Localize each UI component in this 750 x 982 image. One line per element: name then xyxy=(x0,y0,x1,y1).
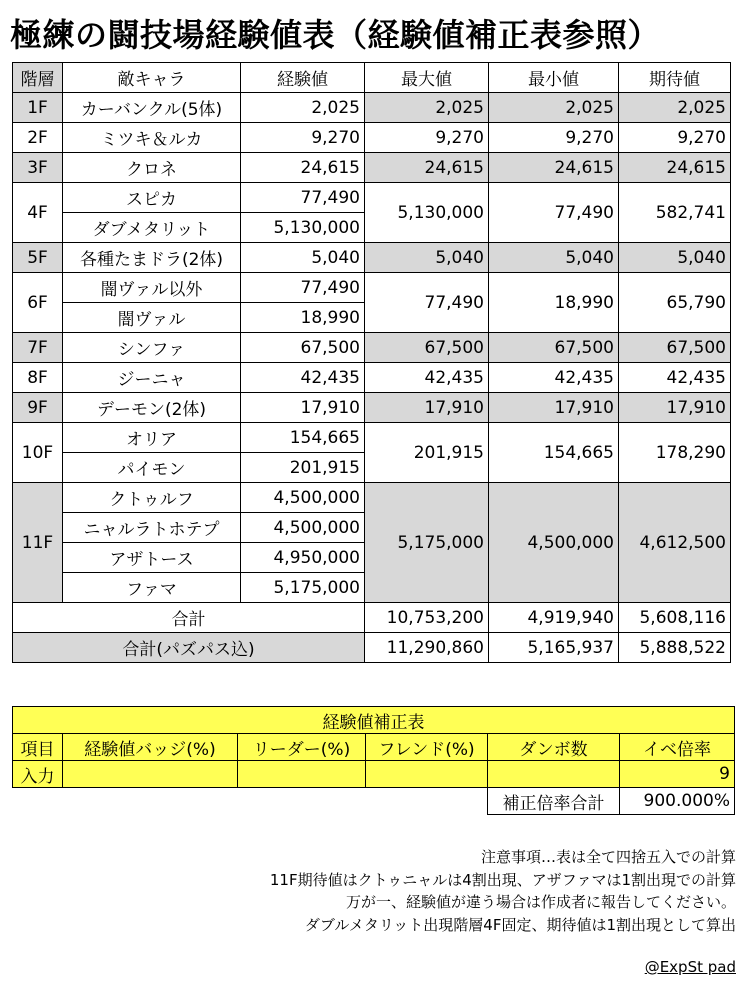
floor-cell: 3F xyxy=(13,153,63,183)
total-row xyxy=(13,633,731,663)
expected-cell: 2,025 xyxy=(619,93,731,123)
exp-table xyxy=(12,62,731,663)
exp-cell: 2,025 xyxy=(241,93,365,123)
table-row xyxy=(13,243,731,273)
floor-cell: 4F xyxy=(13,183,63,243)
table-row xyxy=(13,153,731,183)
max-cell: 5,040 xyxy=(365,243,489,273)
exp-cell: 5,175,000 xyxy=(241,573,365,603)
total-row xyxy=(13,603,731,633)
note-line: 万が一、経験値が違う場合は作成者に報告してください。 xyxy=(345,893,736,911)
min-cell: 18,990 xyxy=(489,273,619,333)
exp-cell: 5,130,000 xyxy=(241,213,365,243)
header-exp: 経験値 xyxy=(241,63,365,93)
floor-cell: 6F xyxy=(13,273,63,333)
enemy-name-cell: スピカ xyxy=(63,183,241,213)
corr-header-item: 項目 xyxy=(13,734,63,761)
exp-table-header xyxy=(13,63,731,93)
enemy-name-cell: アザトース xyxy=(63,543,241,573)
expected-cell: 42,435 xyxy=(619,363,731,393)
expected-cell: 4,612,500 xyxy=(619,483,731,603)
correction-total-value: 900.000% xyxy=(620,788,735,815)
max-cell: 5,175,000 xyxy=(365,483,489,603)
exp-cell: 17,910 xyxy=(241,393,365,423)
exp-cell: 77,490 xyxy=(241,273,365,303)
corr-header-event: イベ倍率 xyxy=(620,734,735,761)
min-cell: 17,910 xyxy=(489,393,619,423)
expected-cell: 9,270 xyxy=(619,123,731,153)
max-cell: 2,025 xyxy=(365,93,489,123)
header-floor: 階層 xyxy=(13,63,63,93)
exp-cell: 4,500,000 xyxy=(241,513,365,543)
max-cell: 9,270 xyxy=(365,123,489,153)
leader-input[interactable] xyxy=(238,761,366,788)
max-cell: 5,130,000 xyxy=(365,183,489,243)
enemy-name-cell: 闇ヴァル xyxy=(63,303,241,333)
correction-header-row xyxy=(13,734,735,761)
floor-cell: 1F xyxy=(13,93,63,123)
enemy-name-cell: デーモン(2体) xyxy=(63,393,241,423)
exp-cell: 5,040 xyxy=(241,243,365,273)
min-cell: 77,490 xyxy=(489,183,619,243)
note-line: 注意事項…表は全て四捨五入での計算 xyxy=(480,848,736,866)
total-label: 合計(パズパス込) xyxy=(13,633,365,663)
corr-input-label: 入力 xyxy=(13,761,63,788)
enemy-name-cell: ファマ xyxy=(63,573,241,603)
correction-table xyxy=(12,706,735,815)
floor-cell: 11F xyxy=(13,483,63,603)
exp-cell: 9,270 xyxy=(241,123,365,153)
exp-cell: 18,990 xyxy=(241,303,365,333)
event-rate-input[interactable]: 9 xyxy=(620,761,735,788)
correction-total-label: 補正倍率合計 xyxy=(488,788,620,815)
exp-cell: 201,915 xyxy=(241,453,365,483)
enemy-name-cell: ニャルラトホテプ xyxy=(63,513,241,543)
expected-cell: 65,790 xyxy=(619,273,731,333)
max-cell: 77,490 xyxy=(365,273,489,333)
min-cell: 4,500,000 xyxy=(489,483,619,603)
total-expected: 5,888,522 xyxy=(619,633,731,663)
expected-cell: 178,290 xyxy=(619,423,731,483)
badge-input[interactable] xyxy=(63,761,238,788)
table-row xyxy=(13,93,731,123)
enemy-name-cell: 各種たまドラ(2体) xyxy=(63,243,241,273)
exp-cell: 4,500,000 xyxy=(241,483,365,513)
floor-cell: 10F xyxy=(13,423,63,483)
correction-title: 経験値補正表 xyxy=(13,707,735,734)
total-min: 5,165,937 xyxy=(489,633,619,663)
total-max: 10,753,200 xyxy=(365,603,489,633)
max-cell: 67,500 xyxy=(365,333,489,363)
enemy-name-cell: クトゥルフ xyxy=(63,483,241,513)
exp-cell: 4,950,000 xyxy=(241,543,365,573)
enemy-name-cell: オリア xyxy=(63,423,241,453)
total-max: 11,290,860 xyxy=(365,633,489,663)
enemy-name-cell: ミツキ＆ルカ xyxy=(63,123,241,153)
enemy-name-cell: ジーニャ xyxy=(63,363,241,393)
author-credit[interactable]: @ExpSt pad xyxy=(644,958,736,976)
corr-header-friend: フレンド(%) xyxy=(366,734,488,761)
table-row xyxy=(13,333,731,363)
enemy-name-cell: ダブメタリット xyxy=(63,213,241,243)
header-max: 最大値 xyxy=(365,63,489,93)
floor-cell: 8F xyxy=(13,363,63,393)
expected-cell: 24,615 xyxy=(619,153,731,183)
expected-cell: 67,500 xyxy=(619,333,731,363)
exp-cell: 77,490 xyxy=(241,183,365,213)
header-enemy: 敵キャラ xyxy=(63,63,241,93)
corr-header-danbo: ダンボ数 xyxy=(488,734,620,761)
min-cell: 154,665 xyxy=(489,423,619,483)
note-line: ダブルメタリット出現階層4F固定、期待値は1割出現として算出 xyxy=(304,915,736,934)
enemy-name-cell: 闇ヴァル以外 xyxy=(63,273,241,303)
expected-cell: 582,741 xyxy=(619,183,731,243)
min-cell: 5,040 xyxy=(489,243,619,273)
min-cell: 2,025 xyxy=(489,93,619,123)
enemy-name-cell: カーバンクル(5体) xyxy=(63,93,241,123)
total-label: 合計 xyxy=(13,603,365,633)
min-cell: 42,435 xyxy=(489,363,619,393)
expected-cell: 17,910 xyxy=(619,393,731,423)
exp-cell: 154,665 xyxy=(241,423,365,453)
table-row xyxy=(13,273,731,303)
floor-cell: 2F xyxy=(13,123,63,153)
table-row xyxy=(13,483,731,513)
notes xyxy=(270,846,736,936)
header-expected: 期待値 xyxy=(619,63,731,93)
table-row xyxy=(13,123,731,153)
expected-cell: 5,040 xyxy=(619,243,731,273)
min-cell: 9,270 xyxy=(489,123,619,153)
table-row xyxy=(13,393,731,423)
note-line: 11F期待値はクトゥニャルは4割出現、アザファマは1割出現での計算 xyxy=(269,870,736,889)
floor-cell: 5F xyxy=(13,243,63,273)
max-cell: 42,435 xyxy=(365,363,489,393)
table-row xyxy=(13,363,731,393)
total-min: 4,919,940 xyxy=(489,603,619,633)
friend-input[interactable] xyxy=(366,761,488,788)
floor-cell: 7F xyxy=(13,333,63,363)
correction-input-row xyxy=(13,761,735,788)
exp-cell: 24,615 xyxy=(241,153,365,183)
exp-cell: 42,435 xyxy=(241,363,365,393)
table-row xyxy=(13,183,731,213)
header-min: 最小値 xyxy=(489,63,619,93)
enemy-name-cell: シンファ xyxy=(63,333,241,363)
min-cell: 24,615 xyxy=(489,153,619,183)
max-cell: 24,615 xyxy=(365,153,489,183)
enemy-name-cell: パイモン xyxy=(63,453,241,483)
max-cell: 17,910 xyxy=(365,393,489,423)
danbo-input[interactable] xyxy=(488,761,620,788)
floor-cell: 9F xyxy=(13,393,63,423)
min-cell: 67,500 xyxy=(489,333,619,363)
page-title: 極練の闘技場経験値表（経験値補正表参照） xyxy=(10,16,661,54)
corr-header-leader: リーダー(%) xyxy=(238,734,366,761)
enemy-name-cell: クロネ xyxy=(63,153,241,183)
table-row xyxy=(13,423,731,453)
corr-header-badge: 経験値バッジ(%) xyxy=(63,734,238,761)
total-expected: 5,608,116 xyxy=(619,603,731,633)
exp-cell: 67,500 xyxy=(241,333,365,363)
max-cell: 201,915 xyxy=(365,423,489,483)
